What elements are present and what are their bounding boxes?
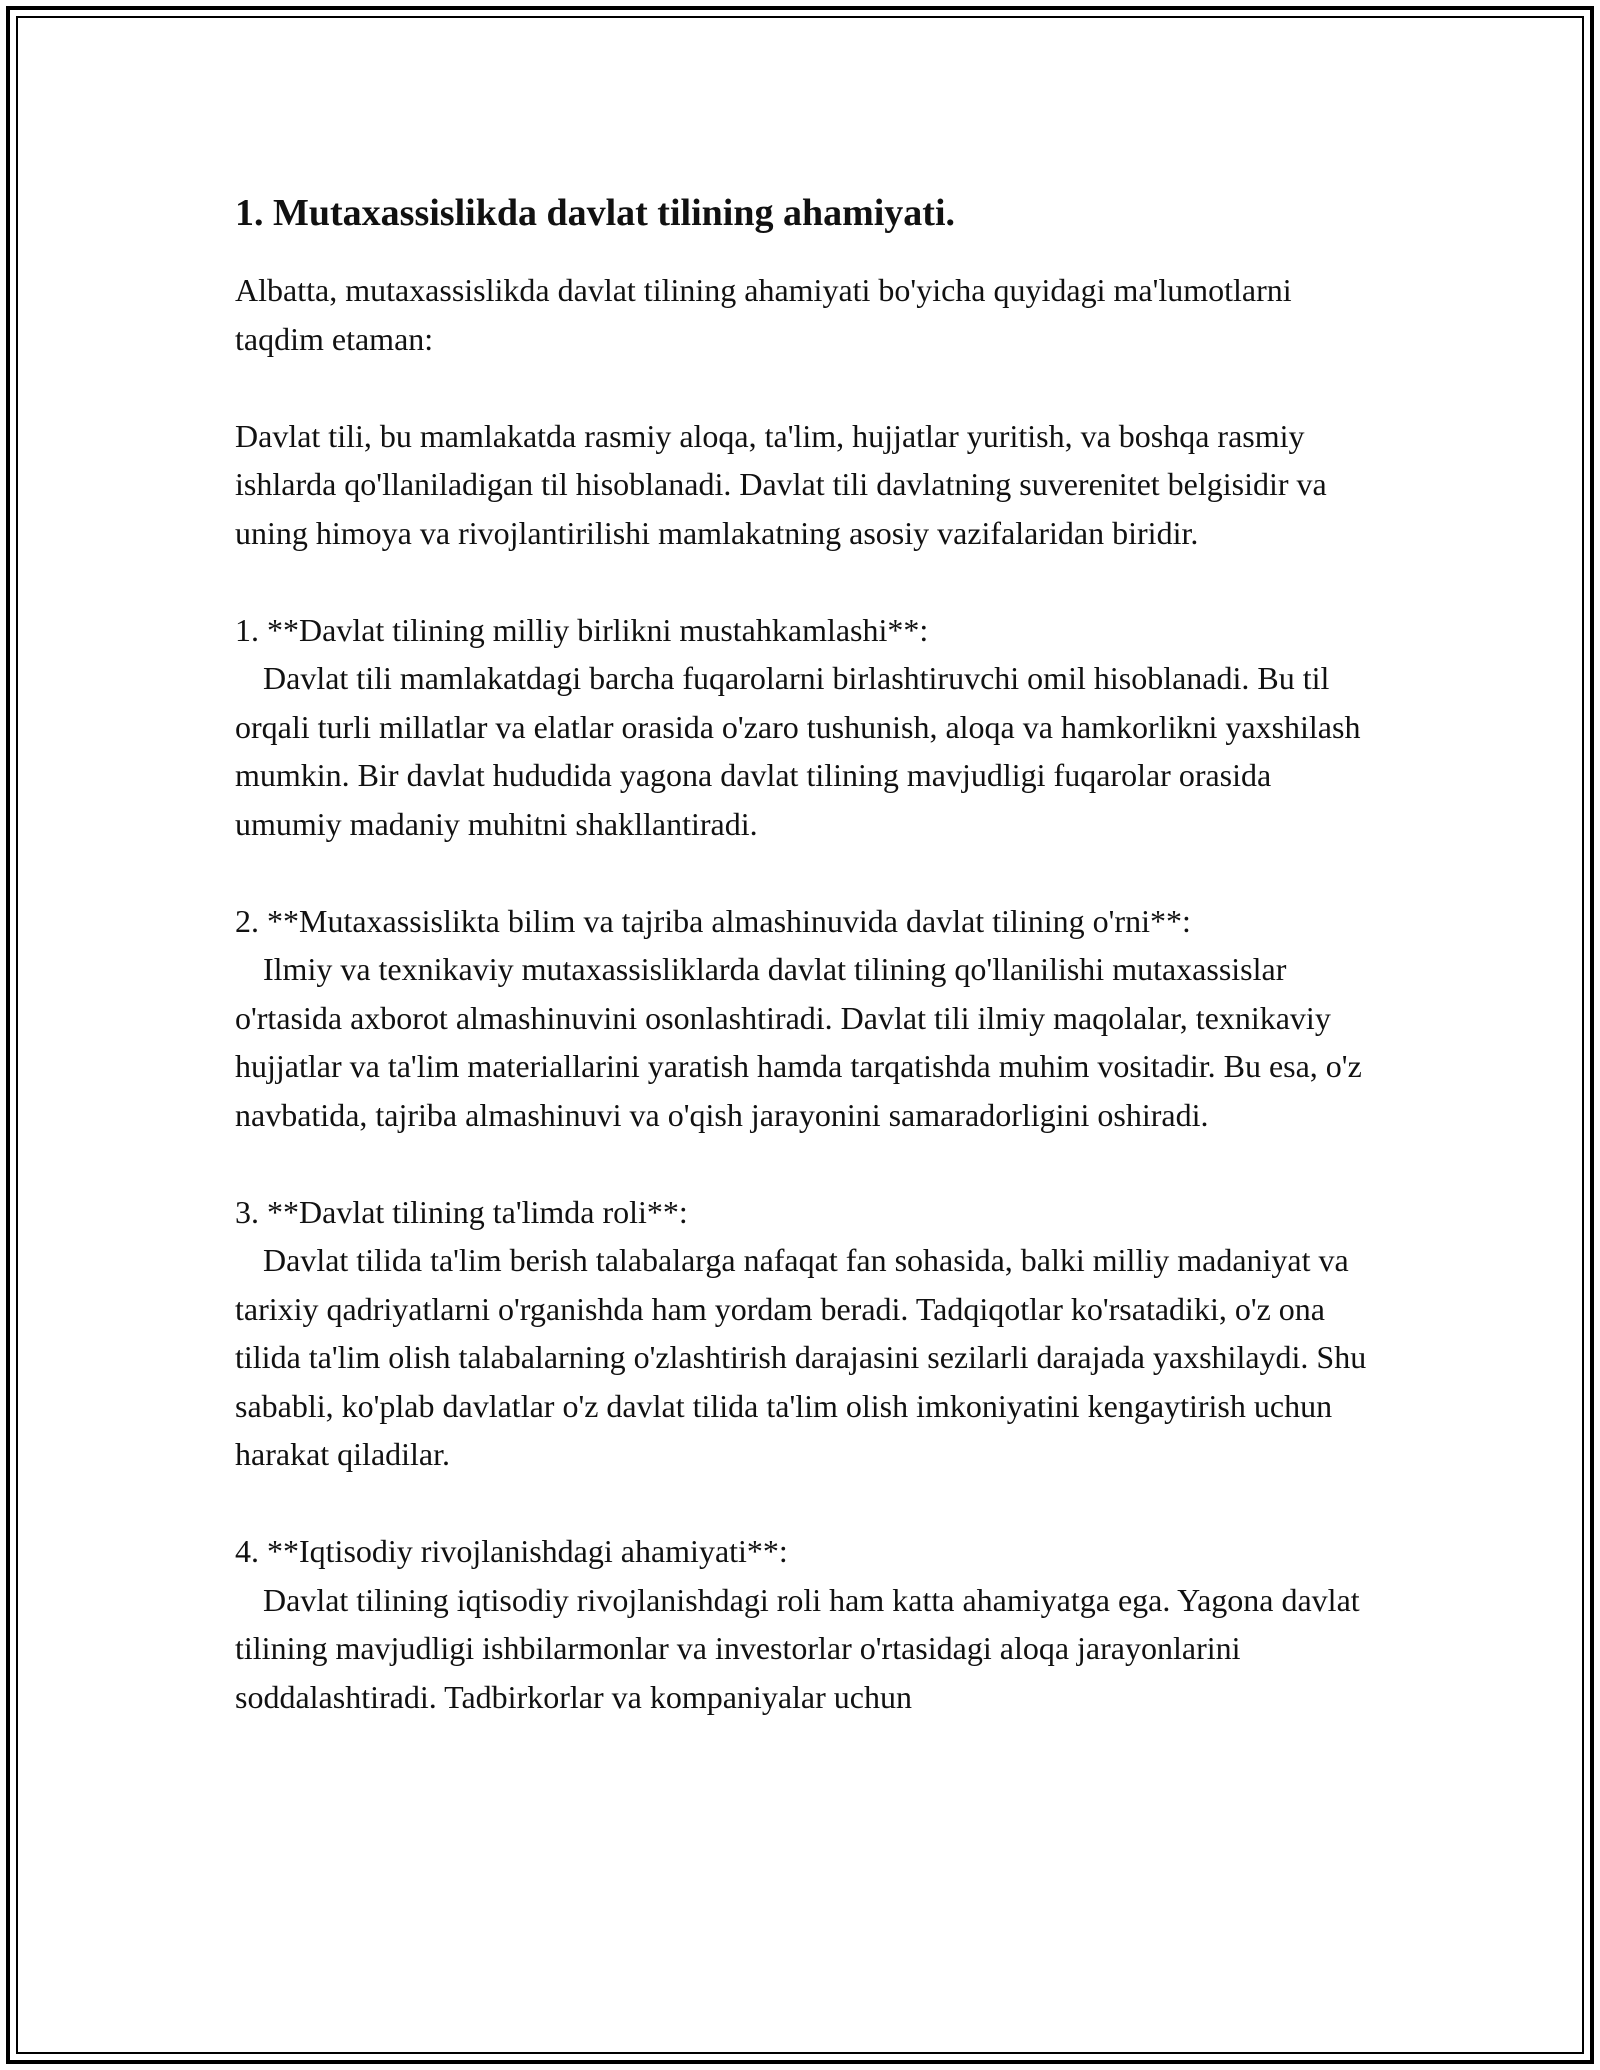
list-item-body: Davlat tili mamlakatdagi barcha fuqarolarni birlashtiruvchi omil hisoblanadi. Bu til orqali turli millatlar va elatlar orasida o'zaro tushunish, aloqa va hamkorlikni yaxshilash mumkin. Bir davlat hududida yagona davlat tilining mavjudligi fuqarolar orasida umumiy madaniy muhitni shakllantiradi. [235, 660, 1361, 842]
list-item [235, 897, 1385, 1140]
definition-paragraph: Davlat tili, bu mamlakatda rasmiy aloqa, ta'lim, hujjatlar yuritish, va boshqa rasmiy ishlarda qo'llaniladigan til hisoblanadi. Davlat tili davlatning suverenitet belgisidir va uning himoya va rivojlantirilishi mamlakatning asosiy vazifalaridan biridir. [235, 417, 1327, 551]
list-item-body: Davlat tilida ta'lim berish talabalarga nafaqat fan sohasida, balki milliy madaniyat va tarixiy qadriyatlarni o'rganishda ham yordam beradi. Tadqiqotlar ko'rsatadiki, o'z ona tilida ta'lim olish talabalarning o'zlashtirish darajasini sezilarli darajada yaxshilaydi. Shu sababli, ko'plab davlatlar o'z davlat tilida ta'lim olish imkoniyatini kengaytirish uchun harakat qiladilar. [235, 1242, 1367, 1472]
page-title: 1. Mutaxassislikda davlat tilining ahamiyati. [235, 192, 956, 234]
list-item-heading: 2. **Mutaxassislikta bilim va tajriba almashinuvida davlat tilining o'rni**: [235, 902, 1191, 939]
list-item-heading: 1. **Davlat tilining milliy birlikni mustahkamlashi**: [235, 611, 929, 648]
list-item [235, 606, 1385, 849]
document-body [235, 188, 1385, 1770]
list-item-heading: 4. **Iqtisodiy rivojlanishdagi ahamiyati**: [235, 1533, 788, 1569]
intro-paragraph: Albatta, mutaxassislikda davlat tilining ahamiyati bo'yicha quyidagi ma'lumotlarni taqdim etaman: [235, 272, 1292, 357]
list-item [235, 1188, 1385, 1479]
list-item-body: Davlat tilining iqtisodiy rivojlanishdagi roli ham katta ahamiyatga ega. Yagona davlat tilining mavjudligi ishbilarmonlar va investorlar o'rtasidagi aloqa jarayonlarini soddalashtiradi. Tadbirkorlar va kompaniyalar uchun [235, 1581, 1360, 1715]
list-item [235, 1527, 1385, 1721]
list-item-heading: 3. **Davlat tilining ta'limda roli**: [235, 1193, 688, 1230]
list-item-body: Ilmiy va texnikaviy mutaxassisliklarda davlat tilining qo'llanilishi mutaxassislar o'rtasida axborot almashinuvini osonlashtiradi. Davlat tili ilmiy maqolalar, texnikaviy hujjatlar va ta'lim materiallarini yaratish hamda tarqatishda muhim vositadir. Bu esa, o'z navbatida, tajriba almashinuvi va o'qish jarayonini samaradorligini oshiradi. [235, 951, 1362, 1133]
